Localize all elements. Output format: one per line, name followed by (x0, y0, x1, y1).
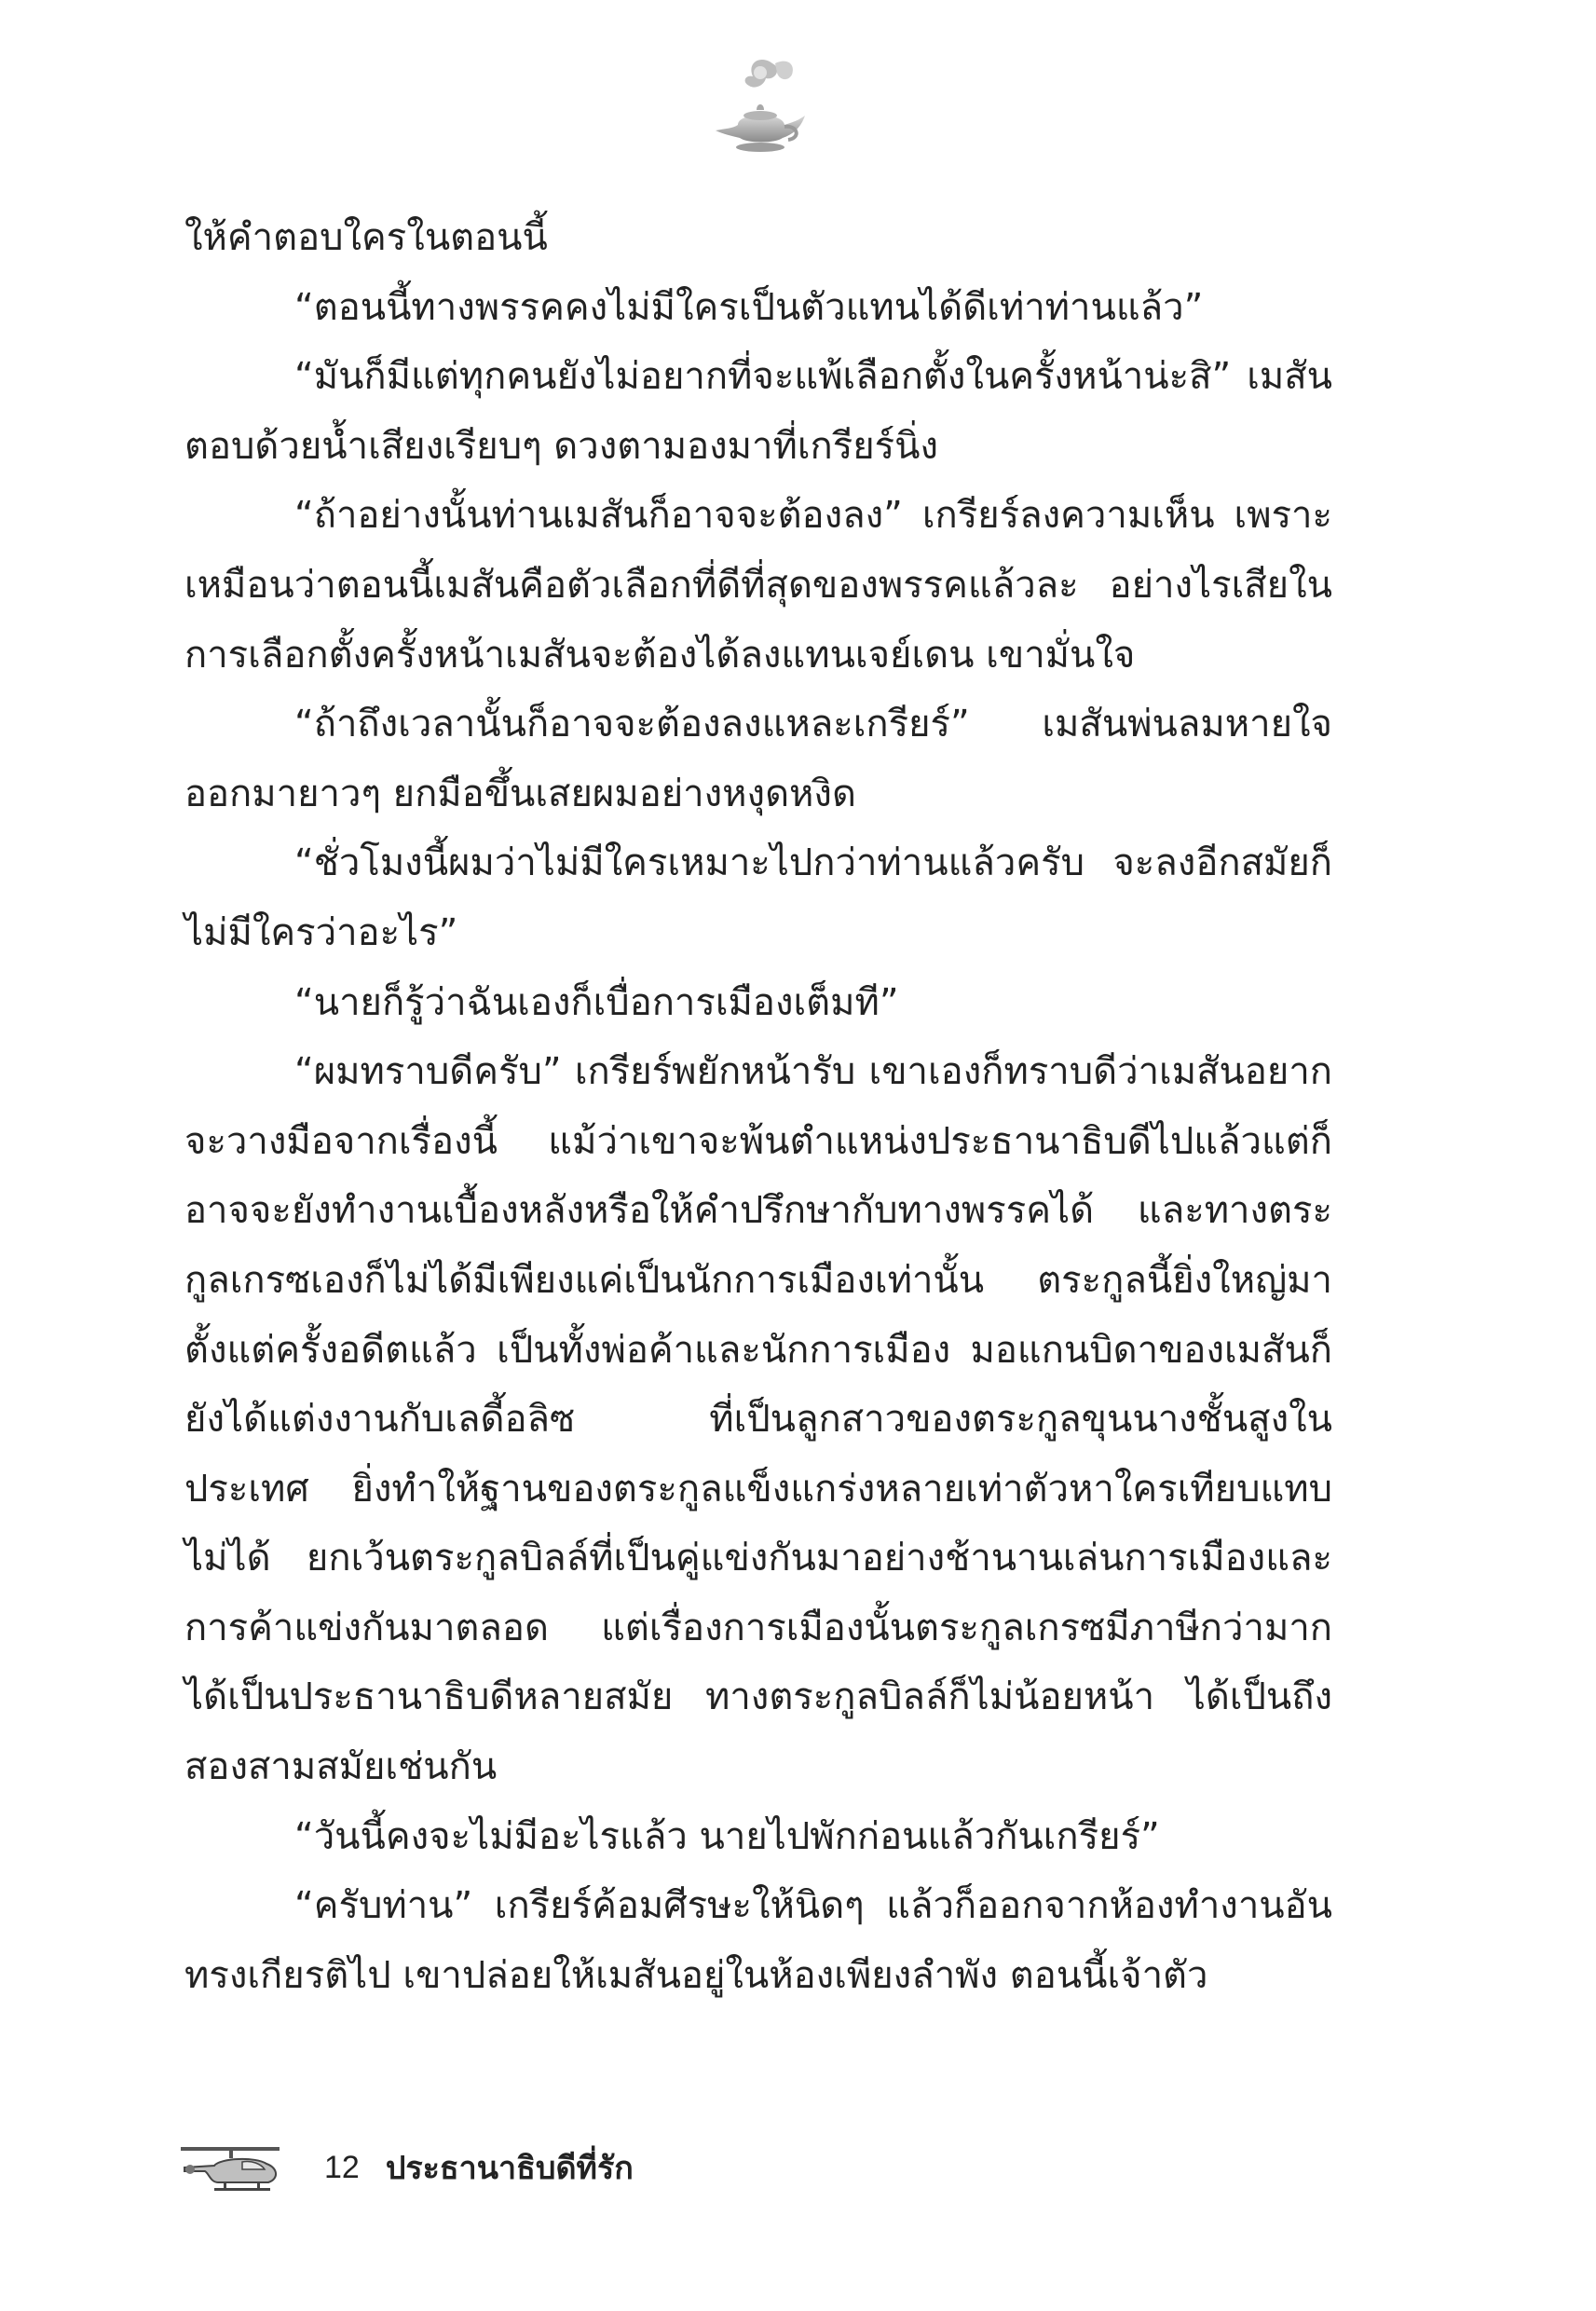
paragraph: “ตอนนี้ทางพรรคคงไม่มีใครเป็นตัวแทนได้ดีเท่าท่านแล้ว” (294, 285, 1204, 329)
paragraph: “ชั่วโมงนี้ผมว่าไม่มีใครเหมาะไปกว่าท่านแล้วครับ จะลงอีกสมัยก็ไม่มีใครว่าอะไร” (184, 841, 1332, 954)
paragraph: “ถ้าอย่างนั้นท่านเมสันก็อาจจะต้องลง” เกรียร์ลงความเห็น เพราะเหมือนว่าตอนนี้เมสันคือตัวเลือกที่ดีที่สุดของพรรคแล้วละ อย่างไรเสียในการเลือกตั้งครั้งหน้าเมสันจะต้องได้ลงแทนเจย์เดน เขามั่นใจ (184, 494, 1332, 677)
paragraph: “ผมทราบดีครับ” เกรียร์พยักหน้ารับ เขาเองก็ทราบดีว่าเมสันอยากจะวางมือจากเรื่องนี้ แม้ว่าเขาจะพ้นตำแหน่งประธานาธิบดีไปแล้วแต่ก็อาจจะยังทำงานเบื้องหลังหรือให้คำปรึกษากับทางพรรคได้ และทางตระกูลเกรซเองก็ไม่ได้มีเพียงแค่เป็นนักการเมืองเท่านั้น ตระกูลนี้ยิ่งใหญ่มาตั้งแต่ครั้งอดีตแล้ว เป็นทั้งพ่อค้าและนักการเมือง มอแกนบิดาของเมสันก็ยังได้แต่งงานกับเลดี้อลิซ ที่เป็นลูกสาวของตระกูลขุนนางชั้นสูงในประเทศ ยิ่งทำให้ฐานของตระกูลแข็งแกร่งหลายเท่าตัวหาใครเทียบแทบไม่ได้ ยกเว้นตระกูลบิลล์ที่เป็นคู่แข่งกันมาอย่างช้านานเล่นการเมืองและการค้าแข่งกันมาตลอด แต่เรื่องการเมืองนั้นตระกูลเกรซมีภาษีกว่ามาก ได้เป็นประธานาธิบดีหลายสมัย ทางตระกูลบิลล์ก็ไม่น้อยหน้า ได้เป็นถึงสองสามสมัยเช่นกัน (184, 1050, 1332, 1789)
cherub-genie-lamp-icon (704, 54, 816, 166)
page-footer (177, 2140, 634, 2195)
body-text (184, 203, 1332, 2010)
book-title: ประธานาธิบดีที่รัก (385, 2150, 634, 2187)
helicopter-icon (177, 2140, 287, 2195)
paragraph: “ครับท่าน” เกรียร์ค้อมศีรษะให้นิดๆ แล้วก็ออกจากห้องทำงานอันทรงเกียรติไป เขาปล่อยให้เมสันอยู่ในห้องเพียงลำพัง ตอนนี้เจ้าตัว (184, 1884, 1332, 1997)
page-number: 12 (324, 2149, 360, 2185)
paragraph: “นายก็รู้ว่าฉันเองก็เบื่อการเมืองเต็มที” (294, 980, 899, 1024)
paragraph: “มันก็มีแต่ทุกคนยังไม่อยากที่จะแพ้เลือกตั้งในครั้งหน้าน่ะสิ” เมสันตอบด้วยน้ำเสียงเรียบๆ ดวงตามองมาที่เกรียร์นิ่ง (184, 355, 1332, 468)
paragraph: “วันนี้คงจะไม่มีอะไรแล้ว นายไปพักก่อนแล้วกันเกรียร์” (294, 1814, 1160, 1858)
paragraph: ให้คำตอบใครในตอนนี้ (184, 216, 548, 259)
paragraph: “ถ้าถึงเวลานั้นก็อาจจะต้องลงแหละเกรียร์” เมสันพ่นลมหายใจออกมายาวๆ ยกมือขึ้นเสยผมอย่างหงุดหงิด (184, 703, 1332, 815)
